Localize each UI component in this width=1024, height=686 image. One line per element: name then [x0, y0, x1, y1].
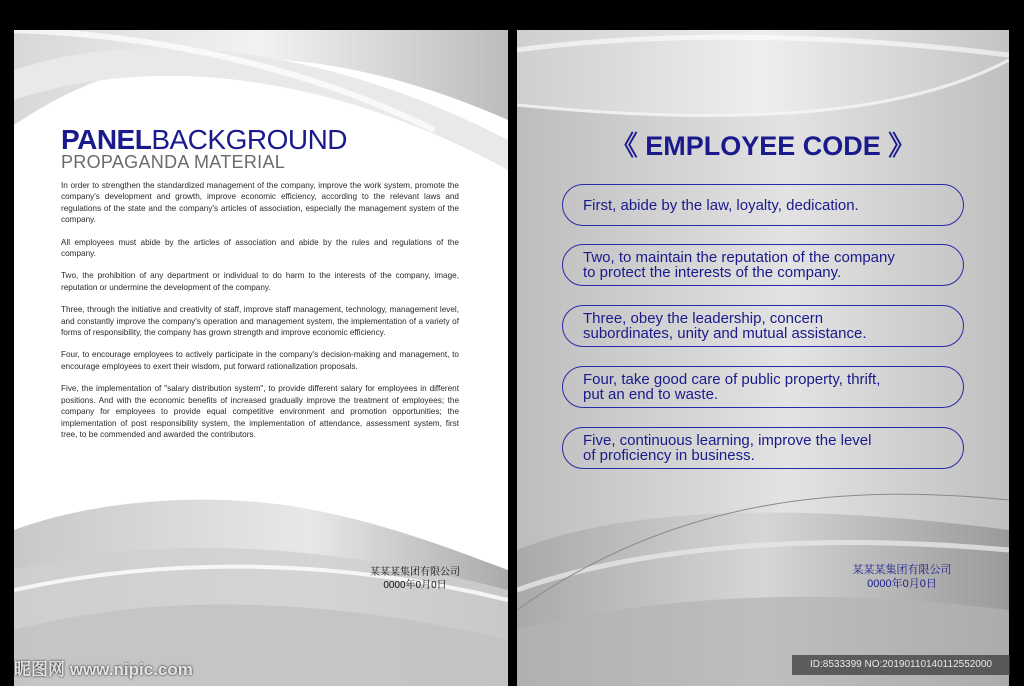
title-light-word: BACKGROUND: [151, 124, 348, 155]
company-name: 某某某集团有限公司: [370, 567, 460, 578]
code-item-line: First, abide by the law, loyalty, dedication.: [583, 196, 859, 214]
code-item-line: Two, to maintain the reputation of the company: [583, 249, 895, 266]
employee-code-title: 《 EMPLOYEE CODE 》: [610, 131, 916, 161]
company-date: 0000年0月0日: [867, 578, 937, 590]
code-item-three: [562, 305, 964, 347]
page-title: [61, 126, 347, 154]
right-company-block: [847, 563, 957, 591]
code-item-four: [562, 366, 964, 408]
code-item-five: [562, 427, 964, 469]
body-text: [61, 180, 459, 451]
image-id-bar: ID:8533399 NO:20190110140112552000: [792, 655, 1010, 675]
code-item-line: Five, continuous learning, improve the level: [583, 432, 872, 449]
code-item-two: [562, 244, 964, 286]
paragraph: All employees must abide by the articles of association and abide by the rules and regulations of the company.: [61, 237, 459, 259]
code-item-line: of proficiency in business.: [583, 447, 755, 464]
right-code-page: [517, 30, 1009, 686]
company-name: 某某某集团有限公司: [852, 564, 952, 576]
left-panel-page: [14, 30, 508, 686]
paragraph: Five, the implementation of "salary distribution system", to provide different salary for employees in different positions. And with the economic benefits of increased gradually improve the treatment of employees; the company for employees to provide equal competitive environment and promotion opportunities; the implementation of post responsibility system, the implementation of attendance, assessment system, first tree, to be commended and awarded the contributors.: [61, 384, 459, 439]
company-date: 0000年0月0日: [383, 580, 447, 591]
paragraph: Three, through the initiative and creativity of staff, improve staff management, technology, management level, and constantly improve the company's operation and management system, the implementation of a variety of forms of responsibility, the company has grown strength and improve economic efficiency.: [61, 305, 459, 338]
site-watermark: 昵图网 www.nipic.com: [14, 660, 193, 679]
paragraph: Four, to encourage employees to actively participate in the company's decision-making and management, to encourage employees to exert their wisdom, put forward rationalization proposals.: [61, 350, 459, 371]
code-item-line: to protect the interests of the company.: [583, 264, 842, 281]
code-item-line: put an end to waste.: [583, 386, 719, 403]
paragraph: Two, the prohibition of any department or individual to do harm to the interests of the company, image, reputation or undermine the development of the company.: [61, 271, 459, 292]
paragraph: In order to strengthen the standardized management of the company, improve the work system, promote the company's development and growth, improve economic efficiency, according to the relevant laws and regulations of the state and the company's articles of association, especially the management system of the company.: [61, 181, 459, 225]
code-item-line: Three, obey the leadership, concern: [583, 310, 824, 327]
code-item-line: subordinates, unity and mutual assistance.: [583, 325, 867, 342]
left-company-block: [370, 566, 460, 592]
code-item-first: [562, 184, 964, 226]
code-item-line: Four, take good care of public property, thrift,: [583, 371, 881, 388]
page-subtitle: PROPAGANDA MATERIAL: [61, 152, 286, 172]
title-bold-word: PANEL: [61, 124, 152, 155]
